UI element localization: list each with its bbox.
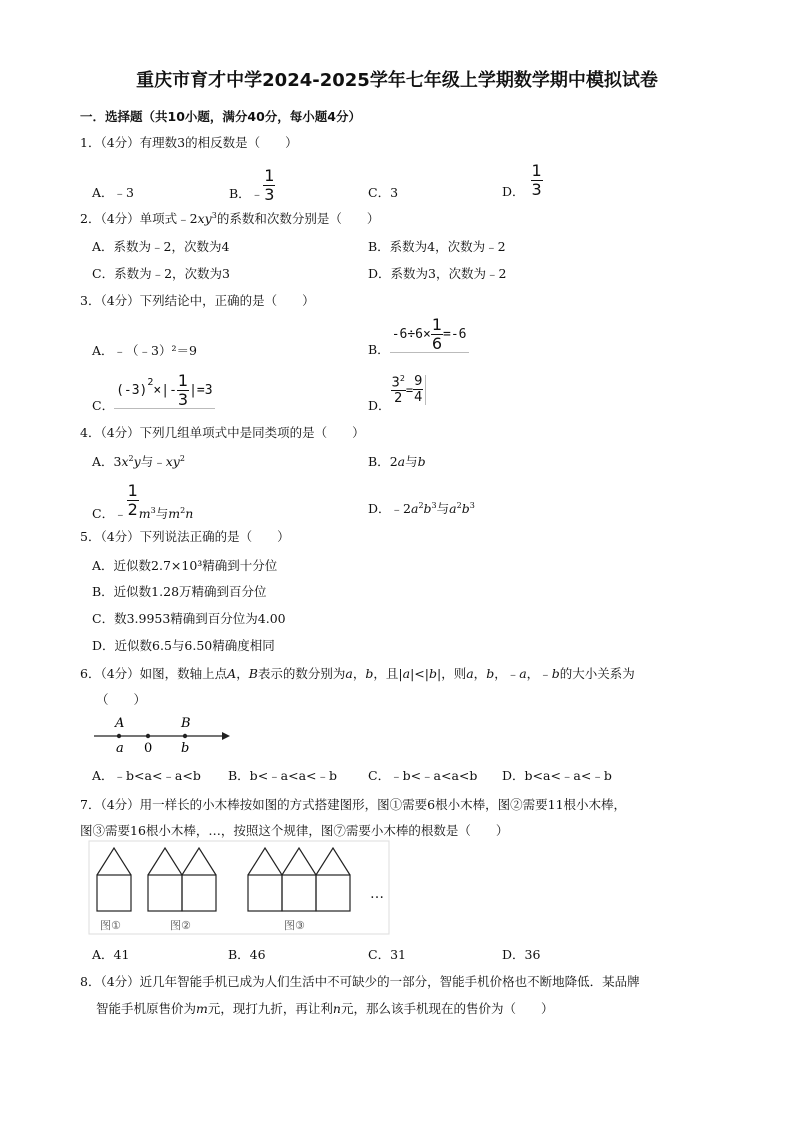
q1-d-fraction (531, 160, 543, 199)
stem-text: ，且| (373, 666, 403, 681)
question-8-stem-line2 (96, 999, 553, 1017)
house-figure-2 (148, 848, 216, 911)
q3-b-label: B． (368, 342, 390, 357)
question-7-stem-line1: 7．（4分）用一样长的小木棒按如图的方式搭建图形，图①需要6根小木棒，图②需要11根小木棒， (80, 797, 627, 812)
variable: b (423, 501, 432, 516)
option-label: C． (92, 506, 115, 521)
q4-option-a (92, 452, 185, 470)
q3-c-expr-right: |=3 (189, 383, 213, 398)
separator: ， (473, 666, 487, 681)
question-5-stem: 5．（4分）下列说法正确的是（ ） (80, 529, 290, 544)
q6-option-d: D．b<a<﹣a<﹣b (502, 768, 612, 783)
fraction-denominator: 4 (414, 390, 423, 406)
q6-answer-paren: （ ） (96, 692, 147, 707)
fraction-denominator: 2 (127, 499, 138, 519)
q2-option-c: C．系数为﹣2，次数为3 (92, 266, 230, 281)
q3-b-formula (390, 317, 469, 353)
variable: xy (165, 454, 180, 469)
question-6-stem (80, 664, 635, 682)
q5-option-b: B．近似数1.28万精确到百分位 (92, 584, 267, 599)
variable: m (196, 1001, 208, 1016)
q3-d-label: D． (368, 398, 391, 413)
question-1-stem: 1．（4分）有理数3的相反数是（ ） (80, 135, 298, 150)
q6-option-b: B．b<﹣a<a<﹣b (228, 768, 338, 783)
exponent: 2 (179, 453, 185, 463)
variable: n (185, 506, 194, 521)
axis-tick-a: a (116, 741, 124, 756)
wall (97, 875, 131, 911)
q5-option-c: C．数3.9953精确到百分位为4.00 (92, 611, 286, 626)
q3-d-fraction-right (413, 375, 423, 404)
fraction-numerator: 1 (264, 166, 275, 185)
exponent: 3 (469, 500, 475, 510)
stem-text: 表示的数分别为 (257, 666, 346, 681)
question-2-stem (80, 209, 379, 227)
figure-2-caption: 图② (170, 919, 191, 932)
separator: ， (236, 666, 249, 681)
fraction-denominator: 3 (177, 390, 189, 409)
term: 2 (389, 454, 398, 469)
q2-stem-post: 的系数和次数分别是（ ） (216, 211, 380, 226)
variable: b (428, 666, 437, 681)
q4-option-d (368, 499, 475, 517)
stem-text: ，﹣ (494, 666, 520, 681)
q2-exponent: 3 (211, 210, 217, 220)
q1-option-d (502, 160, 543, 200)
axis-label-B: B (181, 716, 191, 731)
roof (148, 848, 216, 875)
stem-text: 元，那么该手机现在的售价为（ ） (340, 1001, 554, 1016)
q4-option-c (92, 478, 193, 522)
point-label: A (227, 666, 237, 681)
number-line-figure (90, 712, 230, 757)
q3-c-formula (114, 373, 215, 409)
fraction-denominator: 3 (531, 179, 542, 199)
q1-d-label: D． (502, 184, 525, 199)
figure-1-caption: 图① (100, 919, 121, 932)
wall (148, 875, 182, 911)
q7-option-b: B．46 (228, 947, 266, 962)
stem-text: 元，现打九折，再让利 (207, 1001, 333, 1016)
q3-b-fraction (431, 317, 443, 352)
stem-text: 智能手机原售价为 (96, 1001, 197, 1016)
q2-option-a: A．系数为﹣2，次数为4 (92, 239, 230, 254)
question-8-stem-line1: 8．（4分）近几年智能手机已成为人们生活中不可缺少的一部分，智能手机价格也不断地降低．某品牌 (80, 974, 640, 989)
variable: b (365, 666, 374, 681)
wall (248, 875, 282, 911)
q7-option-d: D．36 (502, 947, 541, 962)
page-title: 重庆市育才中学2024-2025学年七年级上学期数学期中模拟试卷 (136, 70, 658, 91)
variable: b (551, 666, 560, 681)
stem-text: 6．（4分）如图，数轴上点 (80, 666, 228, 681)
question-7-stem-line2: 图③需要16根小木棒，…，按照这个规律，图⑦需要小木棒的根数是（ ） (80, 823, 509, 838)
stem-text: ，﹣ (526, 666, 552, 681)
q1-b-fraction (263, 168, 275, 203)
axis-label-A: A (115, 716, 125, 731)
q4-c-fraction (127, 480, 139, 519)
exponent: 2 (456, 500, 462, 510)
fraction-denominator: 6 (431, 334, 443, 353)
q6-option-a: A．﹣b<a<﹣a<b (92, 768, 201, 783)
q2-variable: xy (197, 211, 212, 226)
variable: a (466, 666, 474, 681)
q3-d-equals: = (405, 382, 414, 397)
connector: 与 (155, 506, 169, 521)
exponent: 2 (180, 505, 186, 515)
q3-c-fraction (177, 373, 189, 408)
point-a-dot (117, 734, 121, 738)
q3-option-a: A．﹣（﹣3）²＝9 (92, 343, 197, 358)
variable: y (133, 454, 141, 469)
figure-frame (89, 841, 389, 934)
q1-option-b (229, 168, 275, 203)
q3-d-formula (391, 375, 427, 405)
fraction-numerator: 1 (531, 160, 542, 180)
connector: 与 (405, 454, 418, 469)
variable: b (417, 454, 426, 469)
q7-option-a: A．41 (92, 947, 130, 962)
section-heading: 一．选择题（共10小题，满分40分，每小题4分） (80, 109, 361, 124)
separator: ， (352, 666, 366, 681)
stem-text: 的大小关系为 (559, 666, 635, 681)
fraction-numerator: 1 (431, 315, 443, 334)
variable: b (486, 666, 495, 681)
q2-option-b: B．系数为4，次数为﹣2 (368, 239, 506, 254)
q5-option-a: A．近似数2.7×10³精确到十分位 (92, 558, 278, 573)
axis-tick-b: b (181, 741, 190, 756)
q3-option-d (368, 366, 426, 414)
q3-option-c (92, 368, 215, 414)
fraction-numerator-exponent: 2 (399, 373, 405, 383)
q1-b-label: B． (229, 185, 251, 201)
fraction-numerator: 1 (127, 480, 138, 500)
wall (182, 875, 216, 911)
variable: m (138, 506, 151, 521)
q3-d-fraction-left (391, 375, 406, 405)
variable: m (168, 506, 181, 521)
fraction-numerator: 9 (414, 374, 423, 390)
house-figure-3 (248, 848, 350, 911)
variable: b (461, 501, 470, 516)
house-figure-1 (97, 848, 131, 911)
stem-text: |<| (410, 666, 429, 681)
figure-ellipsis: … (370, 886, 384, 902)
question-4-stem: 4．（4分）下列几组单项式中是同类项的是（ ） (80, 425, 365, 440)
option-label: A． (92, 454, 114, 469)
option-label: D． (368, 501, 391, 516)
connector: 与﹣ (140, 454, 166, 469)
fraction-numerator (391, 375, 406, 389)
stick-houses-figure (88, 840, 390, 935)
question-3-stem: 3．（4分）下列结论中，正确的是（ ） (80, 293, 315, 308)
q3-c-label: C． (92, 398, 115, 413)
term: 3 (113, 454, 122, 469)
stem-text: |，则 (437, 666, 467, 681)
origin-dot (146, 734, 150, 738)
exponent: 2 (128, 453, 134, 463)
fraction-denominator: 3 (264, 185, 275, 204)
term: ﹣2 (390, 501, 411, 516)
variable: a (345, 666, 353, 681)
q1-option-a: A．﹣3 (92, 185, 134, 200)
exponent: 3 (431, 500, 437, 510)
q7-option-c: C．31 (368, 947, 406, 962)
sign: ﹣ (114, 506, 127, 521)
q1-b-sign: ﹣ (250, 185, 264, 201)
fraction-numerator: 1 (177, 371, 189, 390)
fraction-denominator: 2 (394, 391, 403, 407)
option-label: B． (368, 454, 390, 469)
q2-option-d: D．系数为3，次数为﹣2 (368, 266, 507, 281)
roof (97, 848, 131, 875)
variable: x (121, 454, 129, 469)
q4-option-b (368, 452, 426, 470)
variable: a (519, 666, 527, 681)
variable: a (410, 501, 419, 516)
q1-option-c: C．3 (368, 185, 399, 200)
connector: 与 (436, 501, 450, 516)
axis-tick-0: 0 (144, 741, 153, 756)
q5-option-d: D．近似数6.5与6.50精确度相同 (92, 638, 275, 653)
roof (248, 848, 350, 875)
fraction-numerator-base: 3 (391, 375, 400, 391)
q3-option-b (368, 312, 469, 358)
point-label: B (248, 666, 258, 681)
q2-stem-pre: 2．（4分）单项式﹣2 (80, 211, 198, 226)
wall (316, 875, 350, 911)
exponent: 3 (150, 505, 156, 515)
variable: n (332, 1001, 341, 1016)
variable: a (397, 454, 406, 469)
figure-3-caption: 图③ (284, 919, 305, 932)
variable: a (402, 666, 411, 681)
q3-c-exponent: 2 (147, 377, 154, 388)
q3-b-expr-left: -6÷6× (391, 327, 431, 342)
point-b-dot (183, 734, 187, 738)
variable: a (449, 501, 457, 516)
q3-c-expr-base: (-3) (116, 383, 148, 398)
exponent: 2 (418, 500, 424, 510)
q3-c-expr-mid: ×|- (153, 383, 177, 398)
q4-c-terms (139, 504, 193, 522)
wall (282, 875, 316, 911)
arrow-right-icon (222, 732, 230, 740)
q3-b-expr-right: =-6 (443, 327, 467, 342)
q6-option-c: C．﹣b<﹣a<a<b (368, 768, 478, 783)
